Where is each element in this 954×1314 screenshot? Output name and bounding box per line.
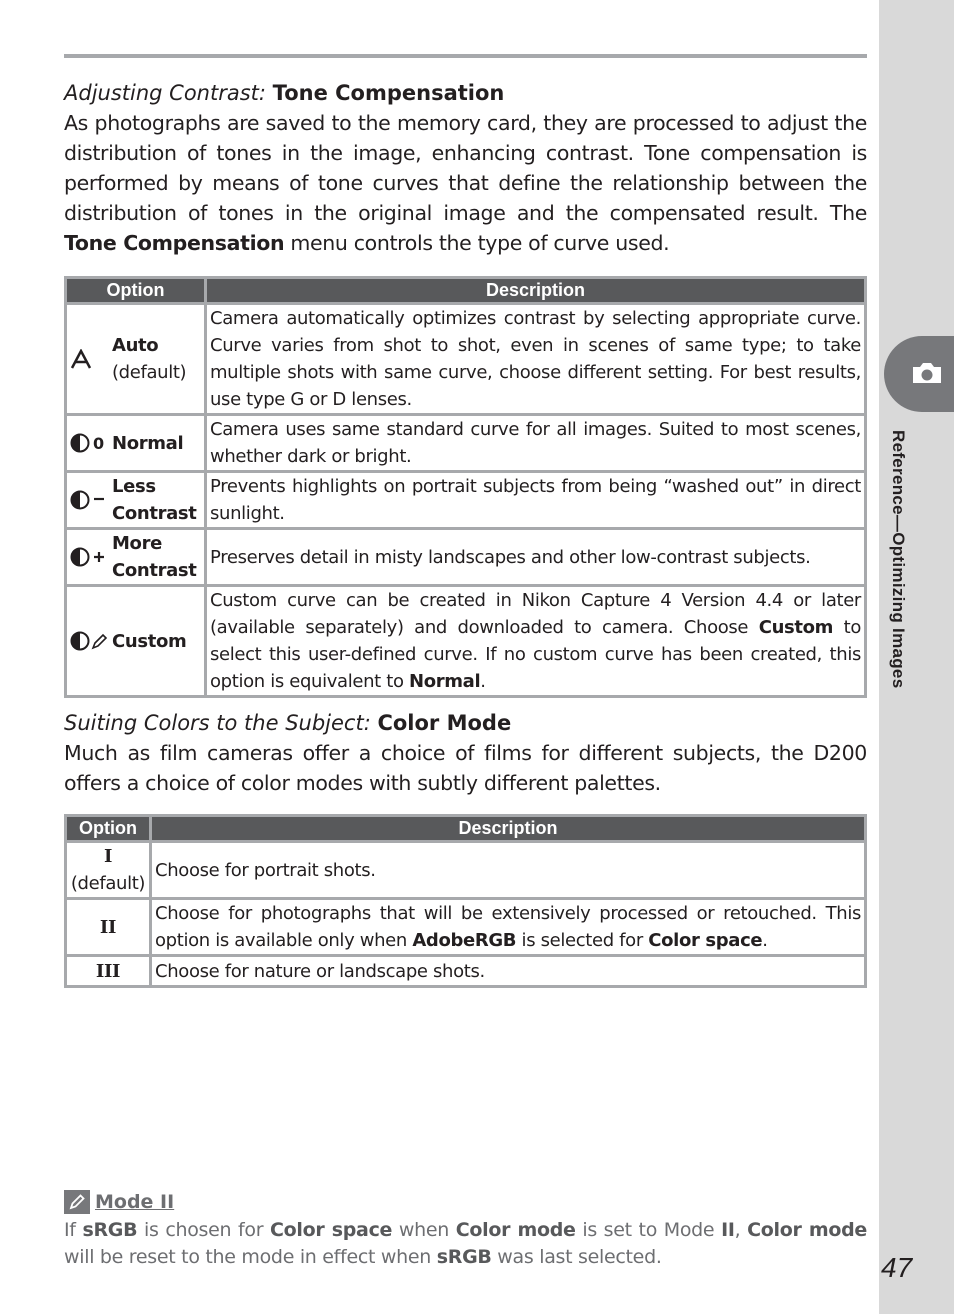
color-mode-intro-paragraph: Much as film cameras offer a choice of films for different subjects, the D200 offers a choice of color modes with subtly different palettes. <box>64 741 867 795</box>
table-header-row <box>67 817 864 840</box>
option-cell: III <box>67 957 149 985</box>
note-heading: Mode II <box>64 1190 174 1214</box>
note-body: If sRGB is chosen for Color space when Color mode is set to Mode II, Color mode will be reset to the mode in effect when sRGB was last selected. <box>64 1219 867 1268</box>
tone-options-table <box>64 276 867 698</box>
col-header-option: Option <box>67 279 204 302</box>
section-tab <box>884 336 954 412</box>
col-header-description: Description <box>207 279 864 302</box>
description-cell: Choose for nature or landscape shots. <box>152 957 864 985</box>
more-contrast-icon <box>70 546 112 568</box>
camera-icon <box>910 360 944 386</box>
section-heading-tone: Adjusting Contrast: Tone Compensation <box>64 81 505 105</box>
table-row <box>67 473 864 527</box>
normal-contrast-icon <box>70 432 112 454</box>
top-rule <box>64 54 867 58</box>
pencil-icon <box>64 1190 90 1214</box>
table-header-row <box>67 279 864 302</box>
table-row <box>67 530 864 584</box>
description-cell: Camera automatically optimizes contrast by selecting appropriate curve. Curve varies from shot to shot, even in scenes of same type; to take multiple shots with same curve, choose different setting. For best results, use type G or D lenses. <box>207 305 864 413</box>
table-row <box>67 305 864 413</box>
col-header-description: Description <box>152 817 864 840</box>
table-row <box>67 957 864 985</box>
table-row <box>67 843 864 897</box>
option-cell: More Contrast <box>67 530 204 584</box>
description-cell: Prevents highlights on portrait subjects from being “washed out” in direct sunlight. <box>207 473 864 527</box>
sidebar-label: Reference—Optimizing Images <box>889 430 908 689</box>
description-cell: Camera uses same standard curve for all images. Suited to most scenes, whether dark or bright. <box>207 416 864 470</box>
description-cell: Choose for photographs that will be extensively processed or retouched. This option is available only when AdobeRGB is selected for Color space. <box>152 900 864 954</box>
svg-text:0: 0 <box>93 434 104 453</box>
tone-intro-paragraph: As photographs are saved to the memory card, they are processed to adjust the distribution of tones in the image, enhancing contrast. Tone compensation is performed by means of tone curves that define the relationship between the distribution of tones in the original image and the compensated result. The Tone Compensation menu controls the type of curve used. <box>64 111 867 255</box>
color-mode-table <box>64 814 867 988</box>
table-row <box>67 416 864 470</box>
option-cell: I (default) <box>67 843 149 897</box>
table-row <box>67 900 864 954</box>
option-cell: Less Contrast <box>67 473 204 527</box>
option-cell: Custom <box>67 587 204 695</box>
description-cell: Choose for portrait shots. <box>152 843 864 897</box>
option-cell: 0 Normal <box>67 416 204 470</box>
table-row <box>67 587 864 695</box>
section-heading-color-mode: Suiting Colors to the Subject: Color Mode <box>64 711 512 735</box>
description-cell: Custom curve can be created in Nikon Capture 4 Version 4.4 or later (available separately) and downloaded to camera. Choose Custom to select this user-defined curve. If no custom curve has been created, this option is equivalent to Normal. <box>207 587 864 695</box>
description-cell: Preserves detail in misty landscapes and other low-contrast subjects. <box>207 530 864 584</box>
col-header-option: Option <box>67 817 149 840</box>
auto-icon <box>70 349 112 369</box>
option-cell: Auto (default) <box>67 305 204 413</box>
option-cell: II <box>67 900 149 954</box>
page-number: 47 <box>881 1252 913 1283</box>
less-contrast-icon <box>70 489 112 511</box>
custom-curve-icon <box>70 630 112 652</box>
